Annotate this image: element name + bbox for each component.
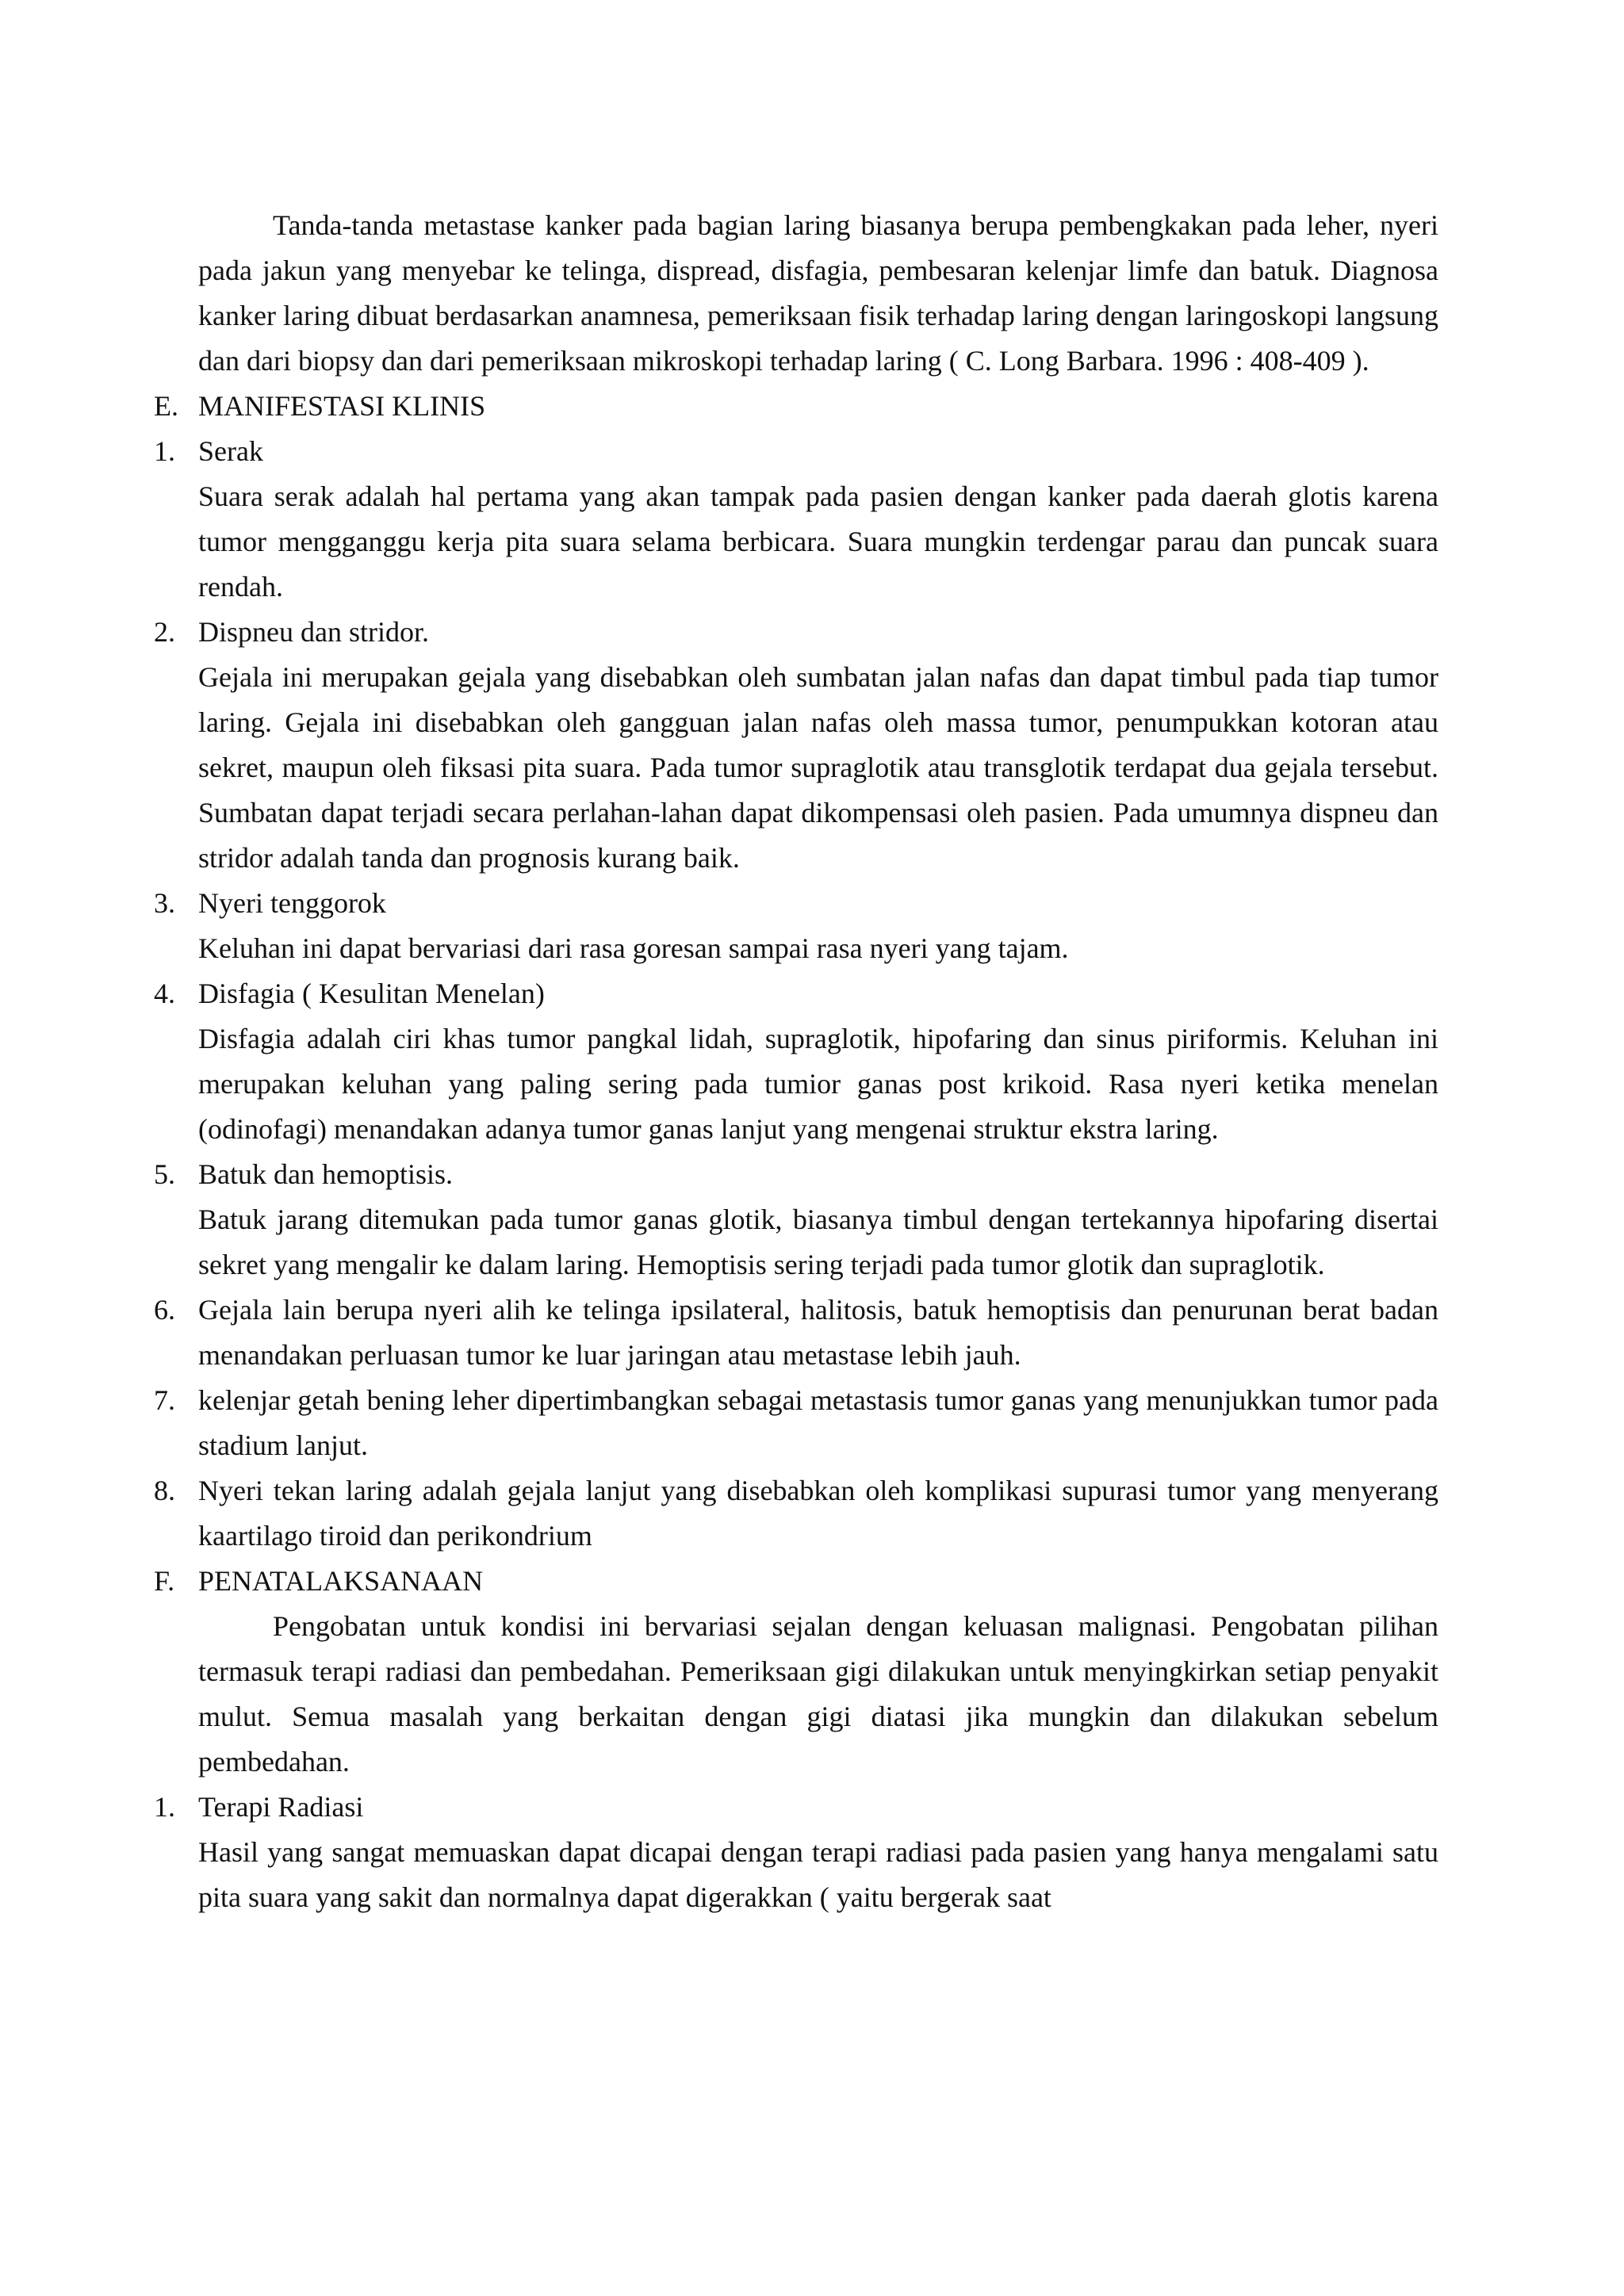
list-item-title: Disfagia ( Kesulitan Menelan) <box>198 978 545 1009</box>
list-item-nyeri-tekan <box>154 1468 1438 1559</box>
list-item-body <box>198 610 1438 881</box>
list-number: 1. <box>154 435 175 467</box>
list-number: 5. <box>154 1158 175 1190</box>
list-item-serak <box>154 429 1438 610</box>
intro-paragraph: Tanda-tanda metastase kanker pada bagian laring biasanya berupa pembengkakan pada leher, nyeri pada jakun yang menyebar ke telinga, dispread, disfagia, pembesaran kelenjar limfe dan batuk. Diagnosa kanker laring dibuat berdasarkan anamnesa, pemeriksaan fisik terhadap laring dengan laringoskopi langsung dan dari biopsy dan dari pemeriksaan mikroskopi terhadap laring ( C. Long Barbara. 1996 : 408-409 ). <box>198 209 1438 377</box>
list-item-title: Serak <box>198 435 263 467</box>
list-item-body <box>198 1288 1438 1378</box>
list-item-text: Keluhan ini dapat bervariasi dari rasa goresan sampai rasa nyeri yang tajam. <box>198 932 1069 964</box>
list-item-text: Gejala lain berupa nyeri alih ke telinga ipsilateral, halitosis, batuk hemoptisis dan penurunan berat badan menandakan perluasan tumor ke luar jaringan atau metastase lebih jauh. <box>198 1294 1438 1371</box>
list-item-text: Suara serak adalah hal pertama yang akan tampak pada pasien dengan kanker pada daerah glotis karena tumor mengganggu kerja pita suara selama berbicara. Suara mungkin terdengar parau dan puncak suara rendah. <box>198 480 1438 603</box>
list-item-dispneu <box>154 610 1438 881</box>
list-item-body <box>198 1152 1438 1288</box>
list-item-body <box>198 881 1438 971</box>
list-item-text: Hasil yang sangat memuaskan dapat dicapai dengan terapi radiasi pada pasien yang hanya mengalami satu pita suara yang sakit dan normalnya dapat digerakkan ( yaitu bergerak saat <box>198 1836 1438 1913</box>
list-number: 1. <box>154 1791 175 1823</box>
list-item-kelenjar <box>154 1378 1438 1468</box>
list-item-text: Gejala ini merupakan gejala yang disebabkan oleh sumbatan jalan nafas dan dapat timbul pada tiap tumor laring. Gejala ini disebabkan oleh gangguan jalan nafas oleh massa tumor, penumpukkan kotoran atau sekret, maupun oleh fiksasi pita suara. Pada tumor supraglotik atau transglotik terdapat dua gejala tersebut. Sumbatan dapat terjadi secara perlahan-lahan dapat dikompensasi oleh pasien. Pada umumnya dispneu dan stridor adalah tanda dan prognosis kurang baik. <box>198 661 1438 874</box>
section-label: F. <box>154 1565 175 1597</box>
list-item-body <box>198 1785 1438 1920</box>
section-intro-paragraph: Pengobatan untuk kondisi ini bervariasi sejalan dengan keluasan malignasi. Pengobatan pilihan termasuk terapi radiasi dan pembedahan. Pemeriksaan gigi dilakukan untuk menyingkirkan setiap penyakit mulut. Semua masalah yang berkaitan dengan gigi diatasi jika mungkin dan dilakukan sebelum pembedahan. <box>198 1610 1438 1777</box>
list-item-disfagia <box>154 971 1438 1152</box>
list-item-text: kelenjar getah bening leher dipertimbangkan sebagai metastasis tumor ganas yang menunjukkan tumor pada stadium lanjut. <box>198 1384 1438 1461</box>
list-item-text: Nyeri tekan laring adalah gejala lanjut yang disebabkan oleh komplikasi supurasi tumor yang menyerang kaartilago tiroid dan perikondrium <box>198 1475 1438 1552</box>
list-item-title: Batuk dan hemoptisis. <box>198 1158 453 1190</box>
section-title: MANIFESTASI KLINIS <box>198 390 486 422</box>
page-content <box>154 203 1438 1920</box>
list-item-body <box>198 429 1438 610</box>
list-item-text: Batuk jarang ditemukan pada tumor ganas glotik, biasanya timbul dengan tertekannya hipofaring disertai sekret yang mengalir ke dalam laring. Hemoptisis sering terjadi pada tumor glotik dan supraglotik. <box>198 1203 1438 1280</box>
list-item-title: Terapi Radiasi <box>198 1791 364 1823</box>
list-item-body <box>198 1378 1438 1468</box>
list-number: 4. <box>154 978 175 1009</box>
section-heading-penatalaksanaan <box>154 1559 1438 1604</box>
list-number: 8. <box>154 1475 175 1506</box>
list-item-text: Disfagia adalah ciri khas tumor pangkal lidah, supraglotik, hipofaring dan sinus piriformis. Keluhan ini merupakan keluhan yang paling sering pada tumior ganas post krikoid. Rasa nyeri ketika menelan (odinofagi) menandakan adanya tumor ganas lanjut yang mengenai struktur ekstra laring. <box>198 1023 1438 1145</box>
list-item-body <box>198 971 1438 1152</box>
section-title: PENATALAKSANAAN <box>198 1565 484 1597</box>
section-label: E. <box>154 390 178 422</box>
list-number: 2. <box>154 616 175 648</box>
list-item-title: Nyeri tenggorok <box>198 887 386 919</box>
list-number: 3. <box>154 887 175 919</box>
section-heading-manifestasi-klinis <box>154 384 1438 429</box>
list-number: 7. <box>154 1384 175 1416</box>
list-item-batuk <box>154 1152 1438 1288</box>
list-item-gejala-lain <box>154 1288 1438 1378</box>
list-item-title: Dispneu dan stridor. <box>198 616 429 648</box>
list-item-nyeri-tenggorok <box>154 881 1438 971</box>
list-item-terapi-radiasi <box>154 1785 1438 1920</box>
list-item-body <box>198 1468 1438 1559</box>
list-number: 6. <box>154 1294 175 1326</box>
